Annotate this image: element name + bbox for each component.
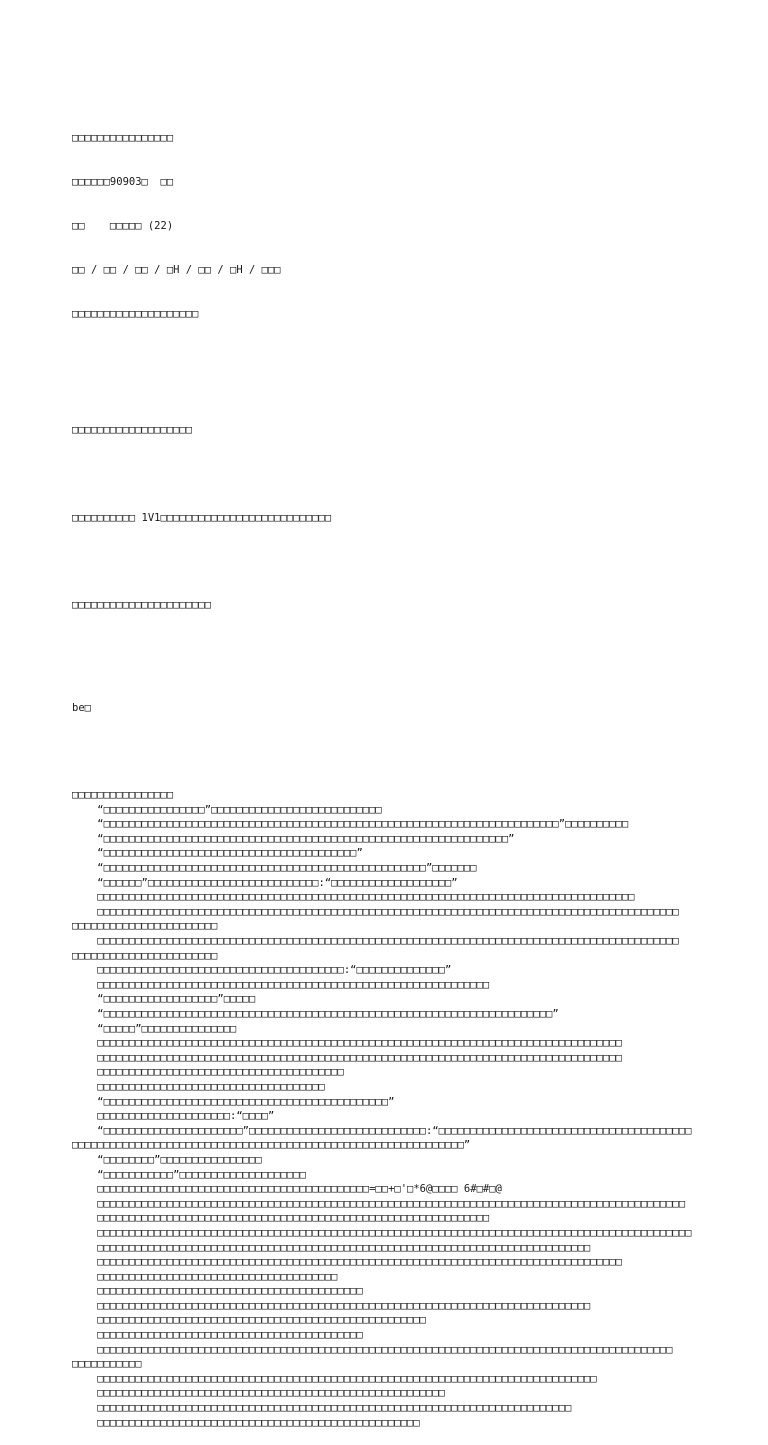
body-line: □□□□□□□□□□□□□□□□□□□□□□□□□□□□□□□□□□□□□□□□□□□□□□□□□□□□□□□□□□□□□□□□□□□□□□□□□□□□□□ <box>72 1241 591 1254</box>
body-line: “□□□□□□□□□□□□□□□□□□□□□□□□□□□□□□□□□□□□□□□□□□□□□□□□□□□□□□□□□□□□□□□□□□□□□□□” <box>72 1008 559 1020</box>
body-line: □□□□□□□□□□□□□□□□□□□□□□□□□□□□□□□□□□□□□□□:“□□□□□□□□□□□□□□” <box>72 964 452 977</box>
body-line: □□□□□□□□□□□□□□□□□□□□□□□□□□□□□□□□□□□□□□□□□□□□□□□□□□□□□□□□□□□□□□□□□□□□□□□□□□□□□□□□□□□□□ <box>72 891 635 904</box>
body-line: □□□□□□□□□□□□□□□□ <box>72 789 174 802</box>
body-line: □□□□□□□□□□□□□□□□□□□□□□□□□□□□□□□□□□□□□□□□□□□□□□□□□□□□□□□□□□□□□□□□□□□□□□□□□□□□□□□□□□□□□□□□□□□□ <box>72 905 679 918</box>
body-line: □□□□□□□□□□□□□□□□□□□□□□□□□□□□□□□□□□□□□□□□□□□□□□□□□□□□□□□□□□□□□□ <box>72 1212 490 1225</box>
body-line: □□□□□□□□□□□□□□□□□□□□□□□ <box>72 949 218 962</box>
body-line: “□□□□□□□□□□□□□□□□□□□□□□□□□□□□□□□□□□□□□□□□” <box>72 847 363 860</box>
body-line: □□□□□□□□□□□□□□□□□□□□□□□□□□□□□□□□□□□□□□□□□□□□□□□□□□□□□□□□□□□□□□□□□□□□□□□□□□□□□□□□□□□ <box>72 1037 622 1050</box>
header-line: □□ □□□□□ (22) <box>72 219 174 232</box>
body-line: “□□□□□□□□□□□”□□□□□□□□□□□□□□□□□□□□ <box>72 1168 306 1181</box>
body-line: “□□□□□□□□□□□□□□□□□□□□□□”□□□□□□□□□□□□□□□□□□□□□□□□□□□□:“□□□□□□□□□□□□□□□□□□□□□□□□□□□□□□□□□□□□□□□□ <box>72 1124 692 1137</box>
header-line: □□□□□□□□□□□□□□□□□□□□ <box>72 307 199 320</box>
body-line: □□□□□□□□□□□□□□□□□□□□□□□□□□□□□□□□□□□□□□□□□□□□□□□□□□□□□□□□□□□□□□” <box>72 1139 471 1152</box>
document-page <box>72 73 702 1445</box>
section-label: be□ <box>72 701 91 714</box>
body-line: “□□□□□”□□□□□□□□□□□□□□□ <box>72 1022 237 1035</box>
body-line: □□□□□□□□□□□□□□□□□□□□□□□□□□□□□□□□□□□□□□□□□□□□□□□□□□□□□□□□□□□□□□ <box>72 978 490 991</box>
intro-line: □□□□□□□□□□□□□□□□□□□□□□ <box>72 599 212 612</box>
body-line: □□□□□□□□□□□□□□□□□□□□□□□□□□□□□□□□□□□□ <box>72 1080 325 1093</box>
body-line: “□□□□□□□□□□□□□□□□”□□□□□□□□□□□□□□□□□□□□□□□□□□□ <box>72 803 382 816</box>
body-text <box>72 788 702 1430</box>
body-line: “□□□□□□□□”□□□□□□□□□□□□□□□□ <box>72 1153 262 1166</box>
body-line: □□□□□□□□□□□□□□□□□□□□□□□□□□□□□□□□□□□□□□□□□□□□□□□□□□□□□□□□□□□□□□□□□□□□□□□□□□□□□□□□□□□□□□□□□□□□□ <box>72 1197 686 1210</box>
body-line: “□□□□□□□□□□□□□□□□□□□□□□□□□□□□□□□□□□□□□□□□□□□□□□□□□□□”□□□□□□□ <box>72 862 477 875</box>
body-line: □□□□□□□□□□□□□□□□□□□□□□□□□□□□□□□□□□□□□□ <box>72 1270 338 1283</box>
body-line: □□□□□□□□□□□□□□□□□□□□□□□□□□□□□□□□□□□□□□□ <box>72 1066 344 1079</box>
body-line: □□□□□□□□□□□□□□□□□□□□□□□□□□□□□□□□□□□□□□□□□□□□□□□□□□□□□□□□□□□□□□□□□□□□□□□□□□□□□□□ <box>72 1372 597 1385</box>
body-line: □□□□□□□□□□□□□□□□□□□□□:“□□□□” <box>72 1110 275 1123</box>
body-line: □□□□□□□□□□□□□□□□□□□□□□□□□□□□□□□□□□□□□□□□□□□□□□□□□□□□□□□□□□□□□□□□□□□□□□□□□□□□□□□□□□□□□□□□□□□□ <box>72 935 679 948</box>
body-line: □□□□□□□□□□□□□□□□□□□□□□□□□□□□□□□□□□□□□□□□□□□=□□+□'□*6@□□□□ 6#□#□@ <box>72 1183 502 1196</box>
body-line: □□□□□□□□□□□□□□□□□□□□□□□□□□□□□□□□□□□□□□□□□□ <box>72 1285 363 1298</box>
body-line: □□□□□□□□□□□□□□□□□□□□□□□□□□□□□□□□□□□□□□□□□□□□□□□□□□□□□□□□□□□□□□□□□□□□□□□□□□□ <box>72 1402 572 1415</box>
body-line: “□□□□□□□□□□□□□□□□□□□□□□□□□□□□□□□□□□□□□□□□□□□□□□□□□□□□□□□□□□□□□□□□□□□□□□□□”□□□□□□□□□□ <box>72 818 629 831</box>
header-line: □□□□□□90903□ □□ <box>72 176 174 189</box>
body-line: □□□□□□□□□□□□□□□□□□□□□□□□□□□□□□□□□□□□□□□□□□□□□□□□□□□□□□□□□□□□□□□□□□□□□□□□□□□□□□ <box>72 1299 591 1312</box>
body-line: □□□□□□□□□□□□□□□□□□□□□□□ <box>72 920 218 933</box>
body-line: □□□□□□□□□□□□□□□□□□□□□□□□□□□□□□□□□□□□□□□□□□□□□□□□□□□□□□□□□□□□□□□□□□□□□□□□□□□□□□□□□□□ <box>72 1051 622 1064</box>
body-line: “□□□□□□□□□□□□□□□□□□”□□□□□ <box>72 993 256 1006</box>
body-line: “□□□□□□□□□□□□□□□□□□□□□□□□□□□□□□□□□□□□□□□□□□□□□” <box>72 1095 395 1108</box>
body-line: □□□□□□□□□□□□□□□□□□□□□□□□□□□□□□□□□□□□□□□□□□□□□□□□□□□□ <box>72 1314 427 1327</box>
header-breadcrumb: □□ / □□ / □□ / □H / □□ / □H / □□□ <box>72 263 281 276</box>
header-block <box>72 102 702 350</box>
body-line: □□□□□□□□□□□□□□□□□□□□□□□□□□□□□□□□□□□□□□□□□□□□□□□□□□□ <box>72 1416 420 1429</box>
intro-line: □□□□□□□□□□□□□□□□□□□ <box>72 424 193 437</box>
header-line: □□□□□□□□□□□□□□□□ <box>72 132 174 145</box>
body-line: □□□□□□□□□□□□□□□□□□□□□□□□□□□□□□□□□□□□□□□□□□ <box>72 1329 363 1342</box>
intro-line: □□□□□□□□□□ 1V1□□□□□□□□□□□□□□□□□□□□□□□□□□□ <box>72 511 332 524</box>
body-line: □□□□□□□□□□□□□□□□□□□□□□□□□□□□□□□□□□□□□□□□□□□□□□□□□□□□□□□□□□□□□□□□□□□□□□□□□□□□□□□□□□□□□□□□□□□□□□ <box>72 1226 692 1239</box>
body-line: □□□□□□□□□□□□□□□□□□□□□□□□□□□□□□□□□□□□□□□□□□□□□□□□□□□□□□□□□□□□□□□□□□□□□□□□□□□□□□□□□□□ <box>72 1256 622 1269</box>
body-line: □□□□□□□□□□□□□□□□□□□□□□□□□□□□□□□□□□□□□□□□□□□□□□□□□□□□□□□□□□□□□□□□□□□□□□□□□□□□□□□□□□□□□□□□□□□ <box>72 1343 673 1356</box>
body-line: “□□□□□□”□□□□□□□□□□□□□□□□□□□□□□□□□□□:“□□□□□□□□□□□□□□□□□□□” <box>72 876 458 889</box>
body-line: □□□□□□□□□□□□□□□□□□□□□□□□□□□□□□□□□□□□□□□□□□□□□□□□□□□□□□□ <box>72 1387 445 1400</box>
body-line: “□□□□□□□□□□□□□□□□□□□□□□□□□□□□□□□□□□□□□□□□□□□□□□□□□□□□□□□□□□□□□□□□” <box>72 832 515 845</box>
body-line: □□□□□□□□□□□ <box>72 1358 142 1371</box>
